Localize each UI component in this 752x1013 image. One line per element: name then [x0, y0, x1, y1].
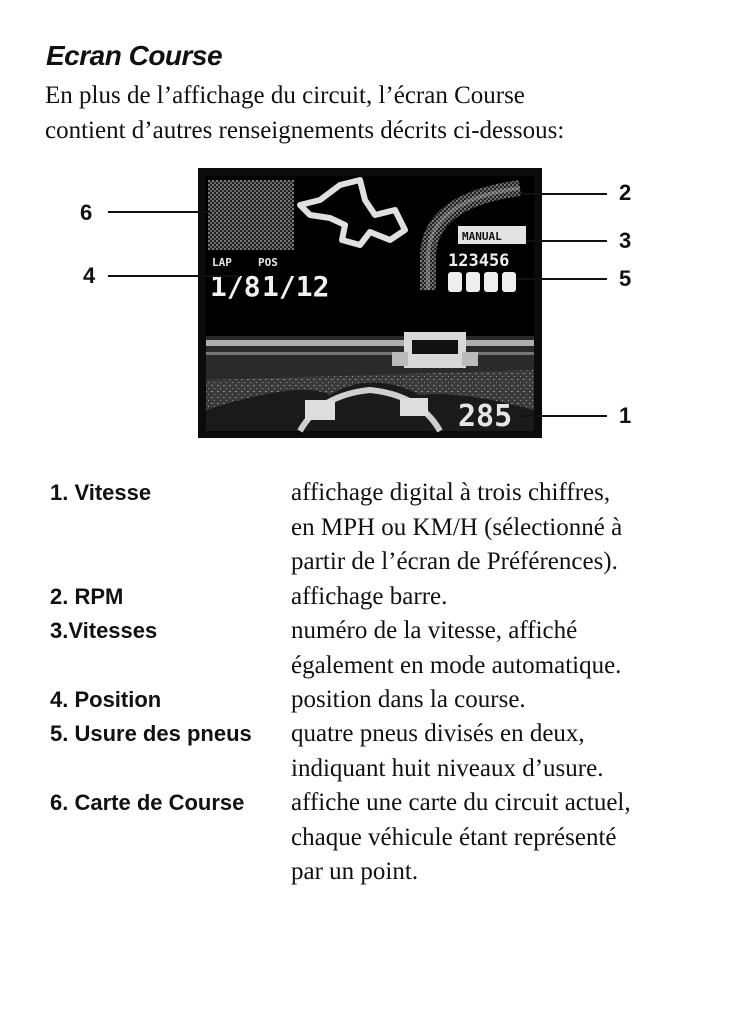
callout-6: 6: [80, 200, 93, 225]
leaderboard-panel: [208, 180, 294, 250]
speed-readout: 285: [458, 399, 513, 434]
callout-4: 4: [83, 263, 96, 288]
legend-label: 1. Vitesse: [50, 480, 152, 505]
legend-description: affichage digital à trois chiffres, en MPH ou KM/H (sélectionné à partir de l’écran de Préférences).: [291, 479, 623, 575]
callout-1: 1: [619, 403, 632, 428]
position-counter: 1/12: [262, 270, 330, 303]
legend-label: 2. RPM: [50, 584, 124, 609]
legend-label: 6. Carte de Course: [50, 790, 245, 815]
callout-2: 2: [619, 180, 632, 205]
legend-description: numéro de la vitesse, affiché également en mode automatique.: [291, 617, 622, 679]
legend-description: affichage barre.: [291, 583, 448, 610]
lap-counter: 1/8: [210, 270, 261, 303]
gear-indicator: 123456: [448, 251, 510, 271]
race-screen-illustration: [0, 0, 752, 460]
legend-label: 3.Vitesses: [50, 618, 158, 643]
intro-line: contient d’autres renseignements décrits ci-dessous:: [45, 117, 565, 144]
svg-text:MANUAL: MANUAL: [462, 230, 502, 243]
svg-text:POS: POS: [258, 256, 278, 269]
legend-description: affiche une carte du circuit actuel, chaque véhicule étant représenté par un point.: [291, 789, 631, 885]
intro-line: En plus de l’affichage du circuit, l’écran Course: [45, 82, 525, 109]
svg-text:LAP: LAP: [212, 256, 232, 269]
legend-description: quatre pneus divisés en deux, indiquant huit niveaux d’usure.: [291, 720, 604, 782]
callout-3: 3: [619, 228, 632, 253]
legend-label: 5. Usure des pneus: [50, 721, 252, 746]
callout-5: 5: [619, 266, 632, 291]
legend-label: 4. Position: [50, 687, 162, 712]
page-title: Ecran Course: [46, 40, 223, 71]
race-screen-figure: [0, 0, 752, 460]
legend-description: position dans la course.: [291, 686, 526, 713]
